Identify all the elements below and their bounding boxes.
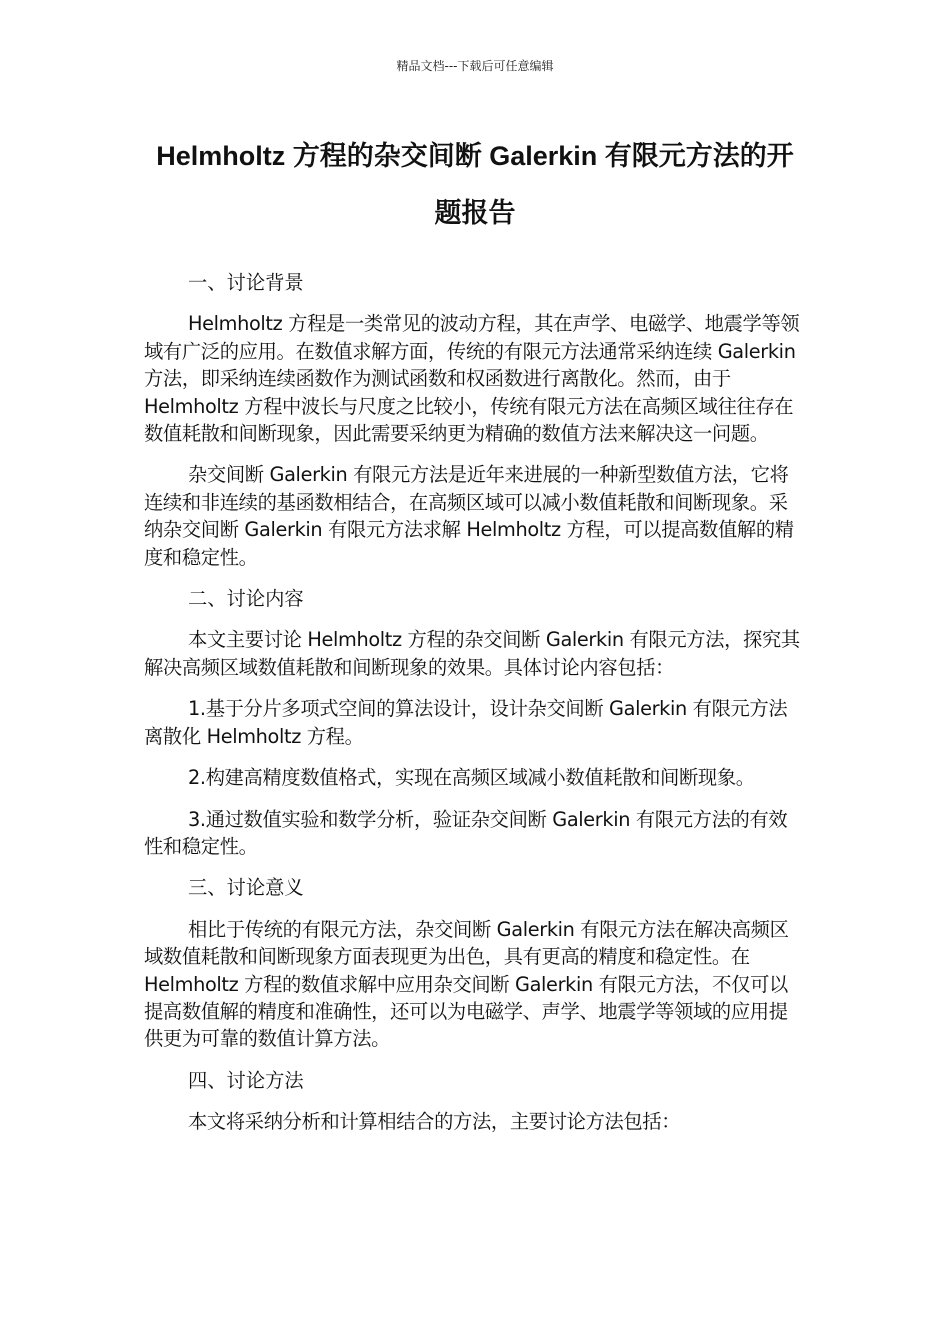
document-body <box>144 269 806 1150</box>
list-item: 2.构建高精度数值格式，实现在高频区域减小数值耗散和间断现象。 <box>188 766 755 790</box>
document-title <box>144 128 806 242</box>
title-line-2: 题报告 <box>434 198 516 228</box>
page-header-note: 精品文档---下载后可任意编辑 <box>396 59 554 73</box>
title-line-1: Helmholtz 方程的杂交间断 Galerkin 有限元方法的开 <box>156 141 794 171</box>
paragraph: 本文将采纳分析和计算相结合的方法，主要讨论方法包括： <box>188 1110 681 1134</box>
list-item: 3.通过数值实验和数学分析，验证杂交间断 Galerkin 有限元方法的有效性和稳定性。 <box>144 807 788 858</box>
list-item: 1.基于分片多项式空间的算法设计，设计杂交间断 Galerkin 有限元方法离散化 Helmholtz 方程。 <box>144 697 788 748</box>
section-heading-significance: 三、讨论意义 <box>188 876 304 900</box>
section-heading-content: 二、讨论内容 <box>188 587 304 611</box>
paragraph: 本文主要讨论 Helmholtz 方程的杂交间断 Galerkin 有限元方法，探究其解决高频区域数值耗散和间断现象的效果。具体讨论内容包括： <box>144 628 800 679</box>
paragraph: 相比于传统的有限元方法，杂交间断 Galerkin 有限元方法在解决高频区域数值耗散和间断现象方面表现更为出色，具有更高的精度和稳定性。在 Helmholtz 方程的数值求解中应用杂交间断 Galerkin 有限元方法，不仅可以提高数值解的精度和准确性，还可以为电磁学、声学、地震学等领域的应用提供更为可靠的数值计算方法。 <box>144 917 789 1051</box>
section-heading-method: 四、讨论方法 <box>188 1068 304 1092</box>
paragraph: Helmholtz 方程是一类常见的波动方程，其在声学、电磁学、地震学等领域有广泛的应用。在数值求解方面，传统的有限元方法通常采纳连续 Galerkin 方法，即采纳连续函数作为测试函数和权函数进行离散化。然而，由于 Helmholtz 方程中波长与尺度之比较小，传统有限元方法在高频区域往往存在数值耗散和间断现象，因此需要采纳更为精确的数值方法来解决这一问题。 <box>144 312 800 446</box>
section-heading-background: 一、讨论背景 <box>188 271 304 294</box>
paragraph: 杂交间断 Galerkin 有限元方法是近年来进展的一种新型数值方法，它将连续和非连续的基函数相结合，在高频区域可以减小数值耗散和间断现象。采纳杂交间断 Galerkin 有限元方法求解 Helmholtz 方程，可以提高数值解的精度和稳定性。 <box>144 463 794 569</box>
